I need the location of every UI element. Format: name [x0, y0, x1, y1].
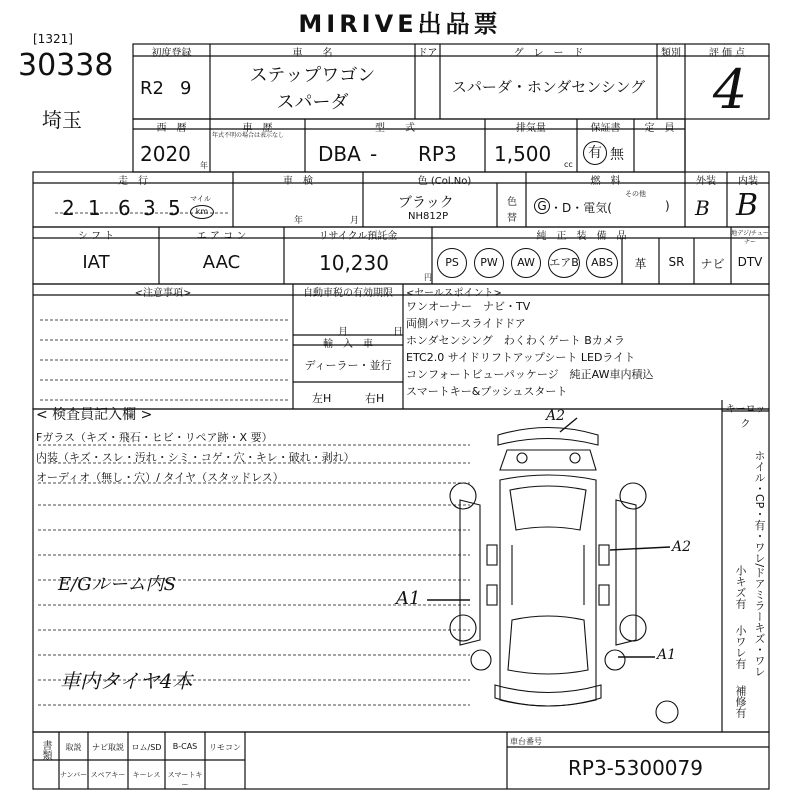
displacement-value: 1,500 [494, 142, 552, 166]
warranty-no: 無 [610, 147, 624, 163]
inspector-line: 内装（キズ・スレ・汚れ・シミ・コゲ・穴・キレ・破れ・剥れ） [36, 451, 355, 464]
sales-point: スマートキー&プッシュスタート [406, 385, 568, 398]
side-small-2: 小ワレ有 [734, 625, 747, 669]
model-code: RP3 [418, 142, 457, 166]
import-dealer: ディーラー・並行 [304, 359, 392, 372]
doc-item: スマートキー [167, 771, 203, 789]
color-code: NH812P [408, 211, 449, 222]
hdr-first-reg: 初度登録 [151, 48, 192, 59]
mileage-d3: 6 [118, 196, 131, 220]
sales-point: ETC2.0 サイドリフトアップシート LEDライト [406, 351, 636, 364]
page-title: MIRIVE出品票 [298, 10, 502, 38]
warranty-yes: 有 [583, 141, 607, 165]
equip-pw: PW [474, 248, 504, 278]
doc-item: ロム/SD [131, 743, 162, 752]
side-small-3: 補修有 [734, 685, 747, 718]
hdr-key: キーロック [725, 404, 766, 430]
fuel-gasoline: G [534, 198, 550, 214]
mileage-unit-mile: マイル [190, 195, 211, 203]
first-reg-era: R2 [140, 78, 164, 99]
equip-abs: ABS [586, 248, 618, 278]
seal-day: 日 [393, 327, 403, 338]
hdr-displacement: 排気量 [516, 123, 546, 134]
doc-item: ナンバー [59, 771, 88, 779]
color-change-2: 替 [507, 213, 517, 224]
doc-item: B-CAS [172, 742, 198, 751]
first-reg-month: 9 [180, 78, 192, 99]
hdr-sales-points: <セールスポイント> [406, 288, 502, 299]
hdr-inspection: 車 検 [283, 176, 313, 187]
recycle-value: 10,230 [319, 251, 389, 275]
mileage-unit-km: km [190, 205, 214, 219]
fuel-options: ・D・電気( [550, 201, 612, 215]
mileage-d4: 3 [143, 196, 156, 220]
inspector-line: Fガラス（キズ・飛石・ヒビ・リペア跡・X 要） [36, 431, 273, 444]
car-diagram [427, 418, 678, 723]
hdr-tv: 地デジ/チューナー [731, 230, 769, 246]
serial-number: RP3-5300079 [568, 756, 703, 780]
hdr-seal-date: 自動車税の有効期限 [303, 288, 393, 299]
equip-airbag: エアB [548, 248, 580, 278]
fuel-other-label: その他 [625, 190, 646, 198]
equip-ps: PS [437, 248, 467, 278]
equip-sr: SR [668, 255, 685, 269]
hdr-notes: <注意事項> [134, 288, 192, 299]
sales-point: コンフォートビューパッケージ 純正AW車内積込 [406, 368, 654, 381]
car-name-line2: スパーダ [276, 92, 349, 113]
color-change-1: 色 [507, 197, 517, 208]
hdr-score: 評 価 点 [708, 48, 746, 59]
year-value: 2020 [140, 142, 191, 166]
hdr-equipment: 純 正 装 備 品 [536, 231, 627, 242]
hand-note-engine: E/Gルーム内S [58, 574, 176, 595]
sales-point: 両側パワースライドドア [406, 317, 526, 330]
chassis-note: 年式不明の場合は表示なし [212, 132, 285, 139]
sales-point: ワンオーナー ナビ・TV [406, 300, 531, 313]
hdr-serial: 車台番号 [510, 737, 542, 746]
inspector-lines [36, 428, 355, 488]
sales-point: ホンダセンシング わくわくゲート Bカメラ [406, 334, 625, 347]
year-unit: 年 [200, 161, 208, 170]
doc-item: スペアキー [90, 771, 126, 779]
hdr-ac: エ ア コ ン [196, 231, 247, 242]
sales-points-list [406, 298, 653, 400]
hdr-model: 型 式 [375, 123, 415, 134]
equip-aw: AW [511, 248, 541, 278]
car-name-line1: ステップワゴン [249, 65, 376, 86]
hdr-recycle: リサイクル預託金 [318, 231, 398, 242]
hdr-fuel: 燃 料 [590, 176, 621, 187]
mileage-d2: 1 [88, 196, 101, 220]
handle-right: 右H [365, 392, 385, 405]
color-name: ブラック [398, 195, 454, 211]
equip-dtv: DTV [737, 255, 763, 269]
hdr-mileage: 走 行 [118, 176, 148, 187]
hdr-warranty: 保証書 [590, 123, 621, 134]
hdr-car-name: 車 名 [292, 48, 333, 59]
hdr-chassis: 車 歴 [242, 123, 273, 134]
hand-note-tires: 車内タイヤ4本 [60, 669, 193, 693]
insp-month: 月 [350, 216, 360, 226]
hdr-interior: 内装 [738, 176, 758, 187]
damage-label-right: A2 [672, 539, 692, 555]
exterior-grade: B [695, 196, 710, 220]
doc-item: キーレス [132, 771, 161, 779]
mileage-d5: 5 [168, 196, 181, 220]
hdr-color: 色 (Col.No) [417, 176, 472, 187]
doc-item: ナビ取説 [92, 743, 124, 752]
hdr-inspector: < 検査員記入欄 > [36, 407, 153, 423]
damage-label-left: A1 [396, 588, 421, 609]
hdr-import: 輸 入 車 [323, 339, 373, 350]
shift-value: IAT [82, 252, 110, 273]
hdr-capacity: 定 員 [644, 123, 675, 134]
displacement-unit: cc [564, 160, 573, 169]
model-prefix: DBA [318, 142, 361, 166]
equip-leather: 革 [634, 257, 647, 271]
region: 埼玉 [42, 108, 82, 132]
doc-item: リモコン [209, 743, 241, 752]
hdr-type: 類別 [661, 48, 681, 59]
recycle-unit: 円 [424, 273, 432, 282]
hdr-docs: 書類 [40, 740, 51, 760]
lot-code: [1321] [33, 32, 73, 46]
hdr-year: 西 暦 [156, 123, 187, 134]
damage-label-top: A2 [546, 408, 566, 424]
seal-month: 月 [338, 327, 348, 338]
grade-value: スパーダ・ホンダセンシング [451, 78, 646, 96]
model-dash: - [370, 142, 378, 166]
handle-left: 左H [312, 392, 332, 405]
doc-item: 取説 [65, 743, 82, 752]
hdr-shift: シ フ ト [77, 231, 115, 242]
hdr-exterior: 外装 [696, 176, 716, 187]
fuel-close: ) [665, 199, 670, 213]
score-value: 4 [712, 58, 748, 121]
side-small-1: 小キズ有 [734, 565, 747, 609]
interior-grade: B [736, 188, 759, 223]
hdr-doors: ドア [417, 48, 438, 59]
side-notes: ホイル・CP・有・ワレ/ドアミラーキズ・ワレ [753, 450, 766, 678]
mileage-d1: 2 [62, 196, 75, 220]
hdr-grade: グ レ ー ド [513, 48, 584, 59]
insp-year: 年 [294, 216, 304, 226]
lot-number: 30338 [18, 48, 114, 83]
equip-navi: ナビ [700, 257, 725, 271]
inspector-line: オーディオ（無し・穴）/ タイヤ（スタッドレス） [36, 471, 284, 484]
ac-value: AAC [202, 252, 241, 273]
damage-label-rear: A1 [657, 647, 677, 663]
